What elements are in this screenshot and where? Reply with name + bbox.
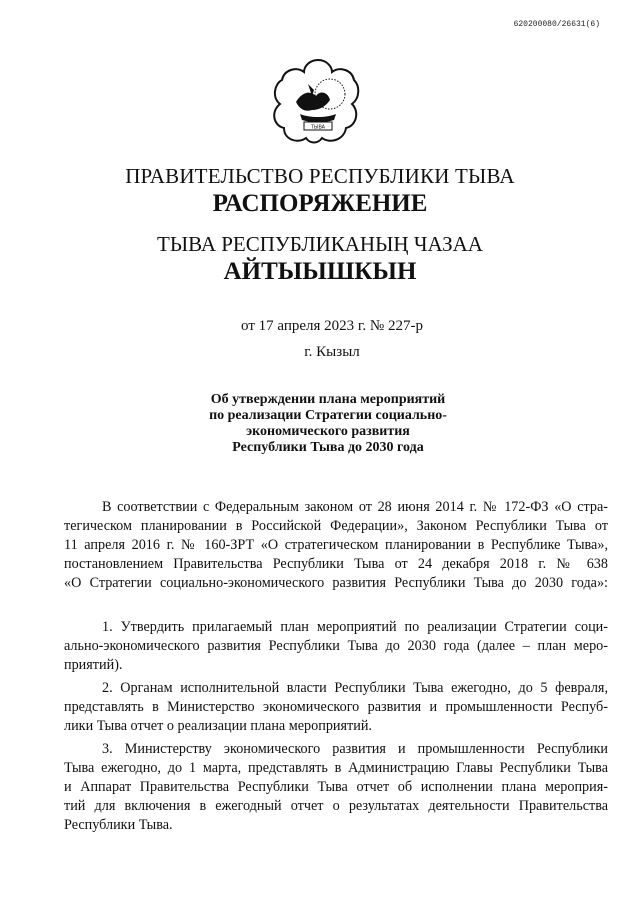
text-line: Республики Тыва. (64, 817, 173, 833)
text-line: постановлением Правительства Республики Тыва от 24 декабря 2018 г. № 638 (64, 556, 608, 572)
city: г. Кызыл (304, 344, 360, 360)
intro-paragraph (64, 498, 608, 593)
document-title (160, 392, 496, 456)
text-line: 3. Министерству экономического развития и промышленности Республики (102, 741, 608, 757)
text-line: В соответствии с Федеральным законом от 28 июня 2014 г. № 172-ФЗ «О стра- (102, 499, 608, 515)
government-title-tyv: ТЫВА РЕСПУБЛИКАНЫҢ ЧАЗАА (157, 232, 483, 256)
text-line: лики Тыва отчет о реализации плана мероприятий. (64, 718, 372, 734)
document-id: 620200080/26631(6) (513, 20, 600, 29)
text-line: ально-экономического развития Республики Тыва до 2030 года (далее – план меро- (64, 638, 608, 654)
text-line: тегическом планировании в Российской Федерации», Законом Республики Тыва от (64, 518, 608, 534)
text-line: 2. Органам исполнительной власти Республики Тыва ежегодно, до 5 февраля, (102, 680, 608, 696)
item-2-paragraph (64, 679, 608, 736)
order-title-ru: РАСПОРЯЖЕНИЕ (212, 190, 428, 217)
title-line: экономического развития (246, 424, 410, 439)
title-line: по реализации Стратегии социально- (209, 408, 447, 423)
order-title-tyv: АЙТЫЫШКЫН (223, 258, 417, 285)
date-number: от 17 апреля 2023 г. № 227-р (241, 318, 423, 334)
text-line: приятий). (64, 657, 123, 673)
text-line: и Аппарат Правительства Республики Тыва отчет об исполнении плана мероприя- (64, 779, 608, 795)
title-line: Республики Тыва до 2030 года (232, 440, 424, 455)
item-3-paragraph (64, 740, 608, 835)
text-line: тий для включения в ежегодный отчет о результатах деятельности Правительства (64, 798, 608, 814)
text-line: «О Стратегии социально-экономического развития Республики Тыва до 2030 года»: (64, 575, 608, 591)
item-1-paragraph (64, 618, 608, 675)
title-line: Об утверждении плана мероприятий (210, 392, 446, 407)
text-line: 1. Утвердить прилагаемый план мероприятий по реализации Стратегии соци- (102, 619, 608, 635)
emblem-text: ТЫВА (311, 124, 325, 131)
coat-of-arms-emblem (270, 56, 366, 148)
government-title-ru: ПРАВИТЕЛЬСТВО РЕСПУБЛИКИ ТЫВА (125, 164, 515, 188)
text-line: 11 апреля 2016 г. № 160-ЗРТ «О стратегическом планировании в Республике Тыва», (64, 537, 608, 553)
text-line: Тыва ежегодно, до 1 марта, представлять в Администрацию Главы Республики Тыва (64, 760, 608, 776)
text-line: представлять в Министерство экономического развития и промышленности Респуб- (64, 699, 608, 715)
